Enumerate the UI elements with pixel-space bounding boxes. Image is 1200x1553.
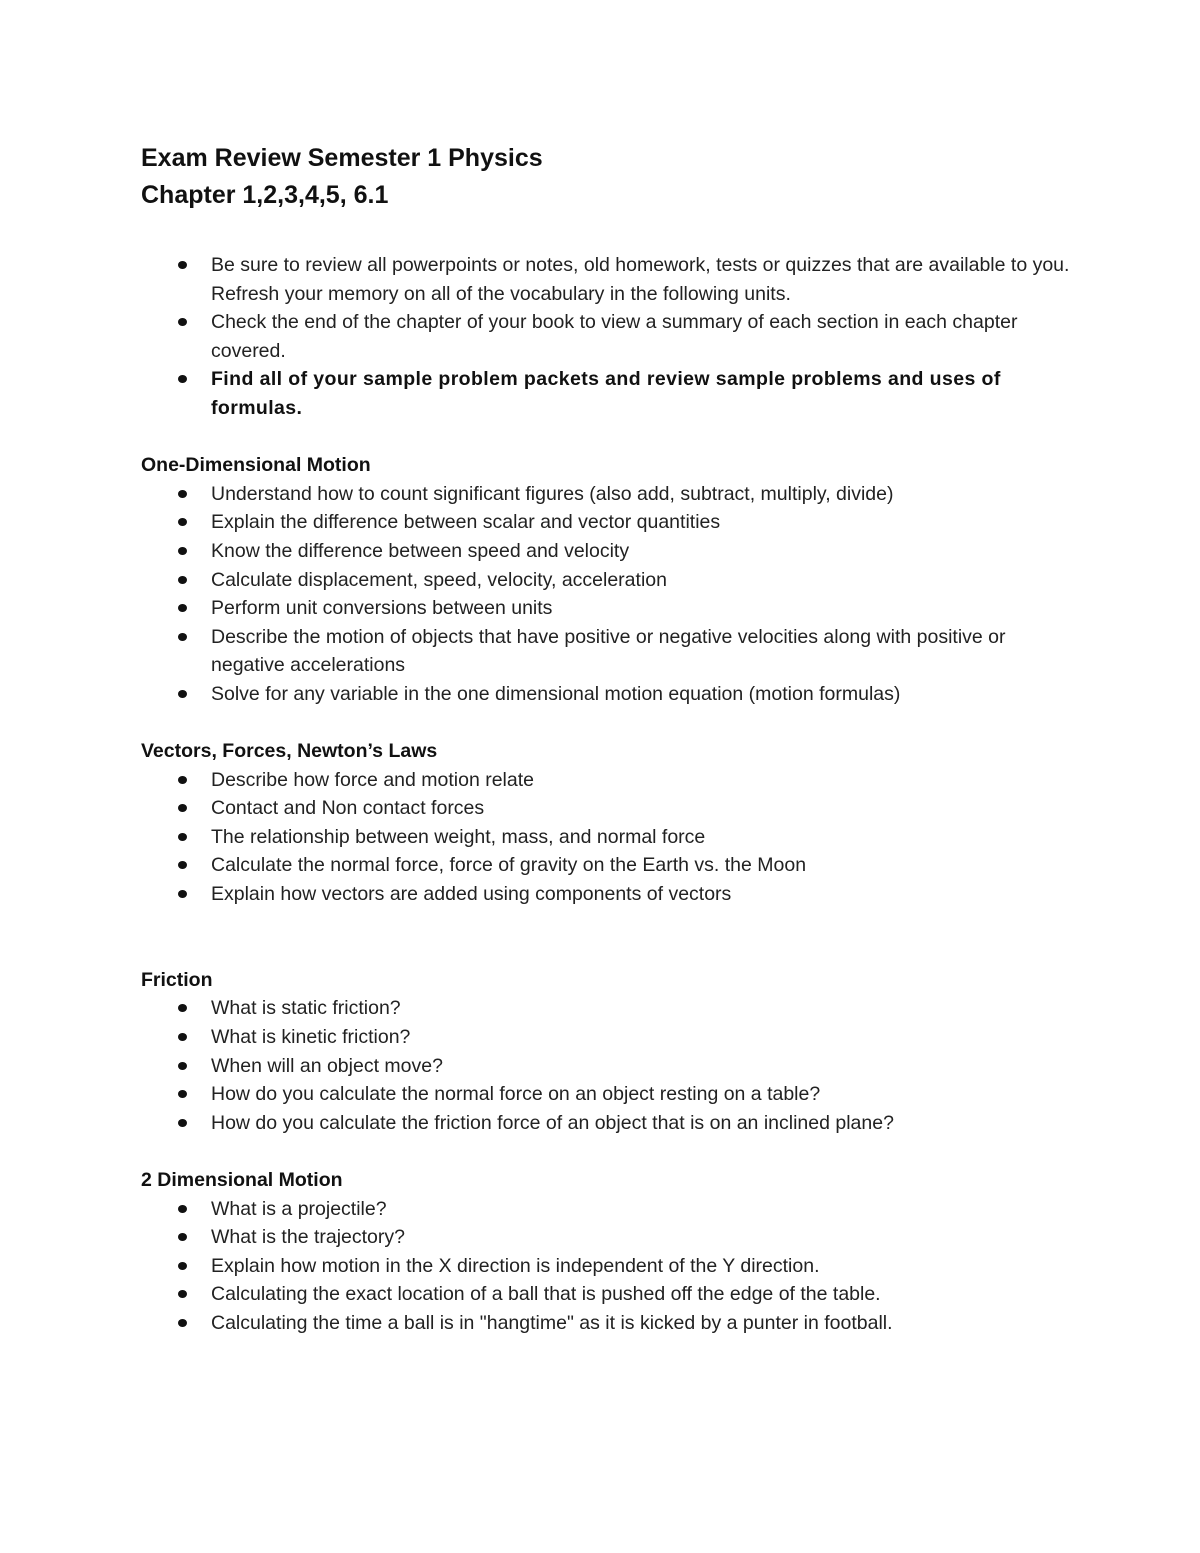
document-body	[141, 140, 1071, 1338]
bullet-icon	[178, 1290, 187, 1298]
list-item: Describe the motion of objects that have positive or negative velocities along with positive or negative accelerations	[141, 623, 1071, 680]
bullet-icon	[178, 1062, 187, 1070]
document-title: Exam Review Semester 1 Physics	[141, 144, 543, 172]
list-item: Explain how vectors are added using components of vectors	[141, 880, 1071, 909]
list-item: What is a projectile?	[141, 1195, 1071, 1224]
list-item: What is the trajectory?	[141, 1223, 1071, 1252]
list-item: Check the end of the chapter of your book to view a summary of each section in each chapter covered.	[141, 308, 1071, 365]
list-item: Solve for any variable in the one dimensional motion equation (motion formulas)	[141, 680, 1071, 709]
bullet-icon	[178, 861, 187, 869]
bullet-icon	[178, 518, 187, 526]
list-item: Calculate the normal force, force of gravity on the Earth vs. the Moon	[141, 851, 1071, 880]
bullet-icon	[178, 261, 187, 269]
list-item: Perform unit conversions between units	[141, 594, 1071, 623]
bullet-icon	[178, 576, 187, 584]
bullet-icon	[178, 1119, 187, 1127]
bullet-icon	[178, 833, 187, 841]
list-item: When will an object move?	[141, 1052, 1071, 1081]
list-item: Describe how force and motion relate	[141, 766, 1071, 795]
list-item: Be sure to review all powerpoints or notes, old homework, tests or quizzes that are available to you. Refresh your memory on all of the vocabulary in the following units.	[141, 251, 1071, 308]
section-list-one-dimensional-motion	[141, 480, 1071, 709]
bullet-icon	[178, 690, 187, 698]
bullet-icon	[178, 890, 187, 898]
bullet-icon	[178, 1262, 187, 1270]
list-item: What is kinetic friction?	[141, 1023, 1071, 1052]
bullet-icon	[178, 1090, 187, 1098]
list-item: Contact and Non contact forces	[141, 794, 1071, 823]
list-item: Understand how to count significant figures (also add, subtract, multiply, divide)	[141, 480, 1071, 509]
section-heading-friction: Friction	[141, 968, 213, 991]
bullet-icon	[178, 490, 187, 498]
bullet-icon	[178, 1319, 187, 1327]
bullet-icon	[178, 604, 187, 612]
list-item: The relationship between weight, mass, and normal force	[141, 823, 1071, 852]
list-item: Explain the difference between scalar and vector quantities	[141, 508, 1071, 537]
bullet-icon	[178, 547, 187, 555]
section-list-2d-motion	[141, 1195, 1071, 1338]
section-heading-one-dimensional-motion: One-Dimensional Motion	[141, 454, 371, 477]
bullet-icon	[178, 318, 187, 326]
bullet-icon	[178, 1233, 187, 1241]
list-item: Know the difference between speed and velocity	[141, 537, 1071, 566]
bullet-icon	[178, 375, 187, 383]
section-list-vectors-forces	[141, 766, 1071, 909]
intro-list	[141, 251, 1071, 423]
section-heading-vectors-forces: Vectors, Forces, Newton’s Laws	[141, 740, 438, 763]
list-item: Calculating the exact location of a ball that is pushed off the edge of the table.	[141, 1280, 1071, 1309]
section-list-friction	[141, 994, 1071, 1137]
bullet-icon	[178, 1205, 187, 1213]
list-item: How do you calculate the normal force on an object resting on a table?	[141, 1080, 1071, 1109]
list-item: How do you calculate the friction force of an object that is on an inclined plane?	[141, 1109, 1071, 1138]
bullet-icon	[178, 776, 187, 784]
list-item: Calculate displacement, speed, velocity, acceleration	[141, 566, 1071, 595]
bullet-icon	[178, 804, 187, 812]
bullet-icon	[178, 633, 187, 641]
section-heading-2d-motion: 2 Dimensional Motion	[141, 1169, 343, 1191]
list-item: Calculating the time a ball is in "hangtime" as it is kicked by a punter in football.	[141, 1309, 1071, 1338]
bullet-icon	[178, 1033, 187, 1041]
list-item: Find all of your sample problem packets and review sample problems and uses of formulas.	[141, 365, 1071, 422]
bullet-icon	[178, 1004, 187, 1012]
list-item: Explain how motion in the X direction is independent of the Y direction.	[141, 1252, 1071, 1281]
list-item: What is static friction?	[141, 994, 1071, 1023]
document-subtitle: Chapter 1,2,3,4,5, 6.1	[141, 181, 389, 209]
